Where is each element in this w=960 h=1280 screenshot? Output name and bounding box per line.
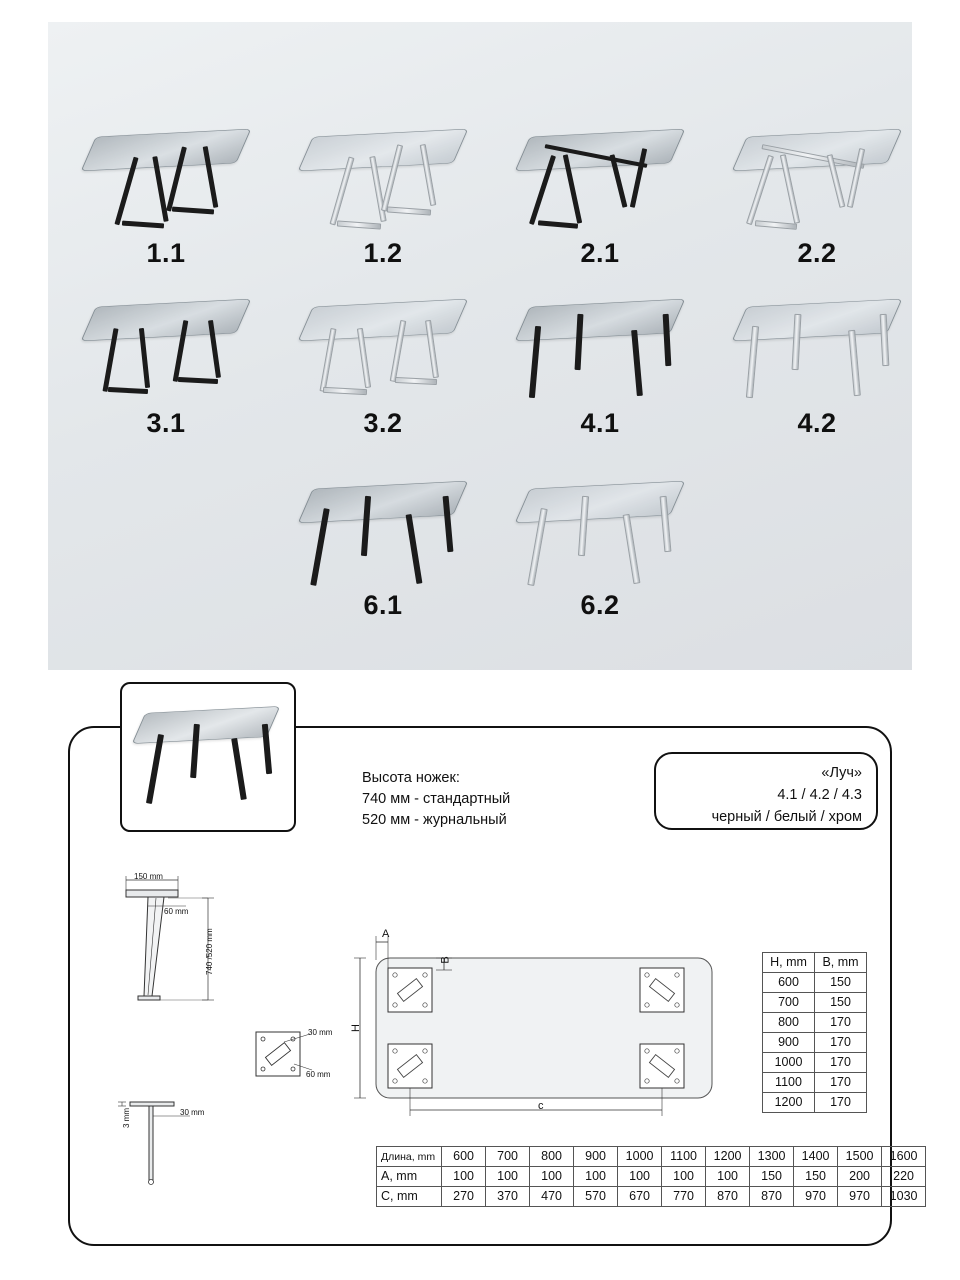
leg <box>538 220 578 228</box>
cell-b: 170 <box>815 1093 867 1113</box>
dim-label-a: A <box>382 928 390 940</box>
table-row <box>763 1053 867 1073</box>
cell-h: 900 <box>763 1033 815 1053</box>
cell-b: 170 <box>815 1033 867 1053</box>
catalog-item-code: 4.1 <box>580 408 620 438</box>
cell-c: 670 <box>618 1187 662 1207</box>
cell-length: 1500 <box>838 1147 882 1167</box>
catalog-item-code: 6.2 <box>580 590 620 620</box>
leg <box>792 314 802 370</box>
cell-a: 220 <box>882 1167 926 1187</box>
dim-label-b: B <box>439 956 452 964</box>
cell-c: 970 <box>838 1187 882 1207</box>
cell-c: 370 <box>486 1187 530 1207</box>
glass-top <box>515 129 686 172</box>
cell-b: 170 <box>815 1013 867 1033</box>
cell-a: 150 <box>794 1167 838 1187</box>
leg <box>631 330 643 396</box>
dim-label-h: H <box>349 1024 362 1032</box>
cell-a: 200 <box>838 1167 882 1187</box>
cell-c: 1030 <box>882 1187 926 1207</box>
table-row-a <box>377 1167 926 1187</box>
cell-b: 150 <box>815 993 867 1013</box>
cell-c: 770 <box>662 1187 706 1207</box>
cell-b: 150 <box>815 973 867 993</box>
leg-side-view-drawing <box>108 868 238 1018</box>
leg <box>755 220 797 230</box>
leg <box>172 207 214 215</box>
leg <box>146 734 164 804</box>
catalog-panel <box>48 22 912 670</box>
catalog-item-4-2[interactable] <box>717 280 917 470</box>
catalog-item-6-1[interactable] <box>283 462 483 652</box>
leg <box>387 206 431 215</box>
catalog-item-4-1[interactable] <box>500 280 700 470</box>
leg <box>406 514 423 584</box>
table-illustration <box>500 462 700 597</box>
glass-top <box>132 706 281 744</box>
cell-c: 970 <box>794 1187 838 1207</box>
glass-top <box>732 129 903 172</box>
catalog-item-code: 1.1 <box>146 238 186 268</box>
catalog-item-code: 3.1 <box>146 408 186 438</box>
leg <box>262 724 272 774</box>
cell-c: 470 <box>530 1187 574 1207</box>
cell-a: 100 <box>662 1167 706 1187</box>
cell-c: 870 <box>750 1187 794 1207</box>
catalog-item-3-2[interactable] <box>283 280 483 470</box>
cell-a: 100 <box>574 1167 618 1187</box>
leg <box>395 377 437 385</box>
leg-height-note <box>362 768 510 831</box>
cell-b: 170 <box>815 1073 867 1093</box>
catalog-item-code: 4.2 <box>797 408 837 438</box>
note-line-standard: 740 мм - стандартный <box>362 791 511 807</box>
table-row <box>763 1093 867 1113</box>
catalog-item-1-1[interactable] <box>66 110 266 300</box>
table-row-length <box>377 1147 926 1167</box>
cell-b: 170 <box>815 1053 867 1073</box>
table-row <box>763 1073 867 1093</box>
tabletop-top-view <box>348 920 738 1120</box>
cell-a: 150 <box>750 1167 794 1187</box>
cell-length: 1000 <box>618 1147 662 1167</box>
cell-a: 100 <box>706 1167 750 1187</box>
product-thumbnail <box>120 682 296 832</box>
catalog-item-2-1[interactable] <box>500 110 700 300</box>
leg <box>122 221 164 229</box>
table-header-row <box>763 953 867 973</box>
glass-top <box>81 299 252 342</box>
cell-h: 600 <box>763 973 815 993</box>
table-row <box>763 973 867 993</box>
hb-table <box>762 952 867 1113</box>
catalog-item-2-2[interactable] <box>717 110 917 300</box>
leg <box>231 738 247 800</box>
dim-profile-width: 30 mm <box>180 1108 205 1117</box>
cell-a: 100 <box>530 1167 574 1187</box>
dim-leg-height: 740 /520 mm <box>205 928 214 975</box>
table-illustration <box>717 280 917 415</box>
cell-a: 100 <box>618 1167 662 1187</box>
dim-hole-a: 30 mm <box>308 1028 333 1037</box>
leg <box>108 387 148 394</box>
badge-product-name: «Луч» <box>821 765 862 781</box>
catalog-item-code: 2.2 <box>797 238 837 268</box>
catalog-item-code: 1.2 <box>363 238 403 268</box>
leg <box>848 330 861 396</box>
cell-length: 800 <box>530 1147 574 1167</box>
leg <box>337 220 381 229</box>
col-b: B, mm <box>815 953 867 973</box>
cell-h: 1200 <box>763 1093 815 1113</box>
cell-h: 800 <box>763 1013 815 1033</box>
table-illustration <box>717 110 917 245</box>
cell-length: 1100 <box>662 1147 706 1167</box>
catalog-item-code: 3.2 <box>363 408 403 438</box>
cell-length: 900 <box>574 1147 618 1167</box>
dim-plate-offset: 60 mm <box>164 907 189 916</box>
badge-product-finishes: черный / белый / хром <box>711 809 862 825</box>
glass-top <box>298 129 469 172</box>
catalog-item-6-2[interactable] <box>500 462 700 652</box>
table-illustration <box>283 462 483 597</box>
dim-hole-b: 60 mm <box>306 1070 331 1079</box>
col-h: H, mm <box>763 953 815 973</box>
cell-c: 570 <box>574 1187 618 1207</box>
table-row <box>763 1033 867 1053</box>
rowhead-length: Длина, mm <box>377 1147 442 1167</box>
leg <box>323 387 367 395</box>
cell-a: 100 <box>486 1167 530 1187</box>
cell-h: 700 <box>763 993 815 1013</box>
dim-profile-thickness: 3 mm <box>122 1108 131 1128</box>
table-illustration <box>66 110 266 245</box>
leg <box>623 514 641 584</box>
cell-h: 1100 <box>763 1073 815 1093</box>
leg-profile-drawing <box>112 1084 232 1194</box>
table-illustration <box>66 280 266 415</box>
cell-length: 700 <box>486 1147 530 1167</box>
glass-top <box>298 299 469 342</box>
cell-length: 600 <box>442 1147 486 1167</box>
badge-product-codes: 4.1 / 4.2 / 4.3 <box>777 787 862 803</box>
table-illustration <box>283 280 483 415</box>
cell-length: 1400 <box>794 1147 838 1167</box>
catalog-item-code: 6.1 <box>363 590 403 620</box>
dim-top-width: 150 mm <box>134 872 163 881</box>
cell-length: 1600 <box>882 1147 926 1167</box>
note-title: Высота ножек: <box>362 770 460 786</box>
table-illustration <box>283 110 483 245</box>
leg <box>178 377 218 384</box>
cell-c: 270 <box>442 1187 486 1207</box>
table-row <box>763 993 867 1013</box>
table-row-c <box>377 1187 926 1207</box>
product-badge <box>654 752 878 830</box>
cell-a: 100 <box>442 1167 486 1187</box>
glass-top <box>81 129 252 172</box>
dim-label-c: c <box>538 1100 544 1112</box>
table-illustration <box>500 110 700 245</box>
catalog-item-code: 2.1 <box>580 238 620 268</box>
table-illustration <box>500 280 700 415</box>
rowhead-c: C, mm <box>377 1187 442 1207</box>
note-line-coffee: 520 мм - журнальный <box>362 812 507 828</box>
cell-length: 1300 <box>750 1147 794 1167</box>
catalog-item-3-1[interactable] <box>66 280 266 470</box>
catalog-item-1-2[interactable] <box>283 110 483 300</box>
table-row <box>763 1013 867 1033</box>
length-table <box>376 1146 926 1207</box>
rowhead-a: A, mm <box>377 1167 442 1187</box>
cell-c: 870 <box>706 1187 750 1207</box>
cell-h: 1000 <box>763 1053 815 1073</box>
cell-length: 1200 <box>706 1147 750 1167</box>
